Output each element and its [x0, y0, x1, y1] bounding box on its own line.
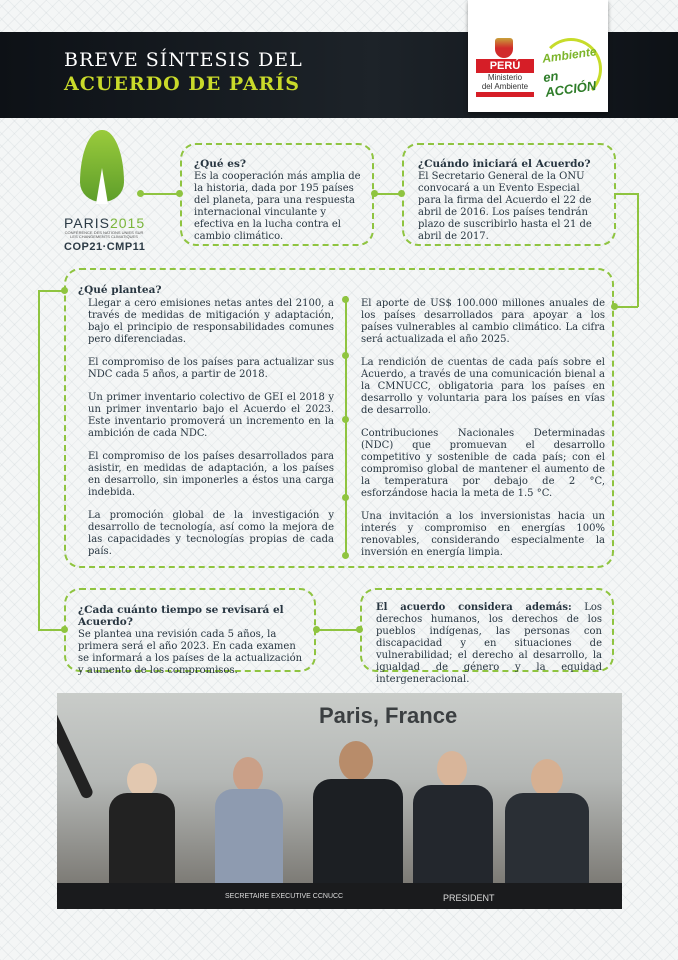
plantea-item: El compromiso de los países para actualizar sus NDC cada 5 años, a partir de 2018. — [88, 357, 334, 380]
person-head — [233, 757, 263, 793]
plantea-item: La promoción global de la investigación y desarrollo de tecnología, así como la mejora de las capacidades y tecnologías propias de cada país. — [88, 510, 334, 557]
que-plantea-right-column — [361, 298, 605, 570]
logo-ministerio-line2: del Ambiente — [476, 82, 534, 92]
person-body — [109, 793, 175, 893]
cuando-heading: ¿Cuándo iniciará el Acuerdo? — [418, 158, 591, 170]
connector-line — [316, 629, 360, 631]
person-body — [413, 785, 493, 893]
divider-dot — [342, 352, 349, 359]
eiffel-tower-icon — [96, 168, 108, 204]
column-divider-line — [345, 296, 347, 558]
cop21-subtitle: CONFÉRENCE DES NATIONS UNIES SUR LES CHANGEMENTS CLIMATIQUES — [64, 230, 144, 239]
title-line-1: BREVE SÍNTESIS DEL — [64, 49, 303, 71]
peru-ministry-logo — [476, 59, 534, 97]
photo-backdrop-text: Paris, France — [319, 703, 458, 728]
plantea-item: Contribuciones Nacionales Determinadas (NDC) que promuevan el desarrollo competitivo y sostenible de cada país; con el compromiso global de mantener el aumento de la temperatura por debajo de 2 °C, esforzándose hacia la meta de 1.5 °C. — [361, 428, 605, 499]
plantea-item: El aporte de US$ 100.000 millones anuales de los países desarrollados para apoyar a los países vulnerables al cambio climático. La cifra será actualizada el año 2025. — [361, 298, 605, 345]
plantea-item: Un primer inventario colectivo de GEI el 2018 y un primer inventario bajo el Acuerdo el 2023. Este inventario promoverá un incremento en la ambición de cada NDC. — [88, 392, 334, 439]
plantea-item: El compromiso de los países desarrollados para asistir, en medidas de adaptación, a los países en desarrollo, sin imponerles a éstos una carga indebida. — [88, 451, 334, 498]
considera-paragraph — [376, 602, 602, 686]
cop21-name-part1: PARIS — [64, 215, 110, 231]
cop21-logo-text — [64, 215, 144, 253]
que-es-box — [180, 143, 374, 246]
plantea-item: Una invitación a los inversionistas hacia un interés y compromiso en energías 100% renovables, considerando especialmente la inversión en energía limpia. — [361, 511, 605, 558]
cuando-box — [402, 143, 616, 246]
considera-box — [360, 588, 614, 685]
cop21-code: COP21·CMP11 — [64, 241, 146, 253]
plantea-item: La rendición de cuentas de cada país sobre el Acuerdo, a través de una comunicación bienal a la CMNUCC, obligatoria para los países en desarrollo y voluntaria para los países en vías de desarrollo. — [361, 357, 605, 416]
person-head — [339, 741, 373, 781]
podium-label-right: PRESIDENT — [443, 893, 495, 903]
divider-dot — [342, 296, 349, 303]
que-es-text: Es la cooperación más amplia de la historia, dada por 195 países del planeta, para una respuesta internacional vinculante y efectiva en la lucha contra el cambio climático. — [194, 171, 361, 242]
cop21-celebration-photo — [57, 693, 622, 909]
logo-en-accion-text: en ACCIÓN — [542, 68, 598, 100]
considera-text: Los derechos humanos, los derechos de los pueblos indígenas, las personas con discapacidad y en situaciones de vulnerabilidad; el derecho al desarrollo, la igualdad de género y la equidad intergeneracional. — [376, 602, 602, 685]
ambiente-en-accion-logo — [540, 38, 602, 100]
considera-heading: El acuerdo considera además: — [376, 602, 572, 613]
connector-line — [38, 290, 40, 630]
logo-ambiente-text: Ambiente — [541, 44, 598, 66]
revision-text: Se plantea una revisión cada 5 años, la primera será el año 2023. En cada examen se informará a los países de la actualización y aumento de los compromisos. — [78, 629, 303, 676]
cop21-name — [64, 215, 144, 231]
title-line-2: ACUERDO DE PARÍS — [64, 73, 300, 95]
connector-dot — [137, 190, 144, 197]
connector-line — [140, 193, 180, 195]
person-body — [505, 793, 589, 893]
divider-dot — [342, 494, 349, 501]
cuando-text: El Secretario General de la ONU convocará a un Evento Especial para la firma del Acuerdo el 22 de abril de 2016. Los países tendrán plazo de suscribirlo hasta el 21 de abril de 2017. — [418, 171, 592, 242]
plantea-item: Llegar a cero emisiones netas antes del 2100, a través de medidas de mitigación y adaptación, bajo el principio de responsabilidades comunes pero diferenciadas. — [88, 298, 334, 345]
revision-box — [64, 588, 316, 676]
person-head — [531, 759, 563, 797]
divider-dot — [342, 416, 349, 423]
que-plantea-heading: ¿Qué plantea? — [78, 284, 162, 296]
logo-ministerio-line1: Ministerio — [476, 73, 534, 82]
person-head — [127, 763, 157, 797]
cop21-name-part2: 2015 — [109, 215, 146, 231]
person-arm — [57, 709, 95, 800]
person-body — [313, 779, 403, 893]
person-head — [437, 751, 467, 787]
que-plantea-left-column — [88, 298, 334, 569]
person-body — [215, 789, 283, 893]
peru-crest-icon — [495, 38, 513, 58]
logo-peru-text: PERÚ — [489, 60, 521, 72]
divider-dot — [342, 552, 349, 559]
podium-label-left: SECRETAIRE EXECUTIVE CCNUCC — [225, 893, 344, 900]
revision-heading: ¿Cada cuánto tiempo se revisará el Acuerdo? — [78, 604, 284, 628]
connector-line — [637, 193, 639, 307]
que-es-heading: ¿Qué es? — [194, 158, 247, 170]
connector-line — [614, 193, 638, 195]
que-plantea-box — [64, 268, 614, 568]
